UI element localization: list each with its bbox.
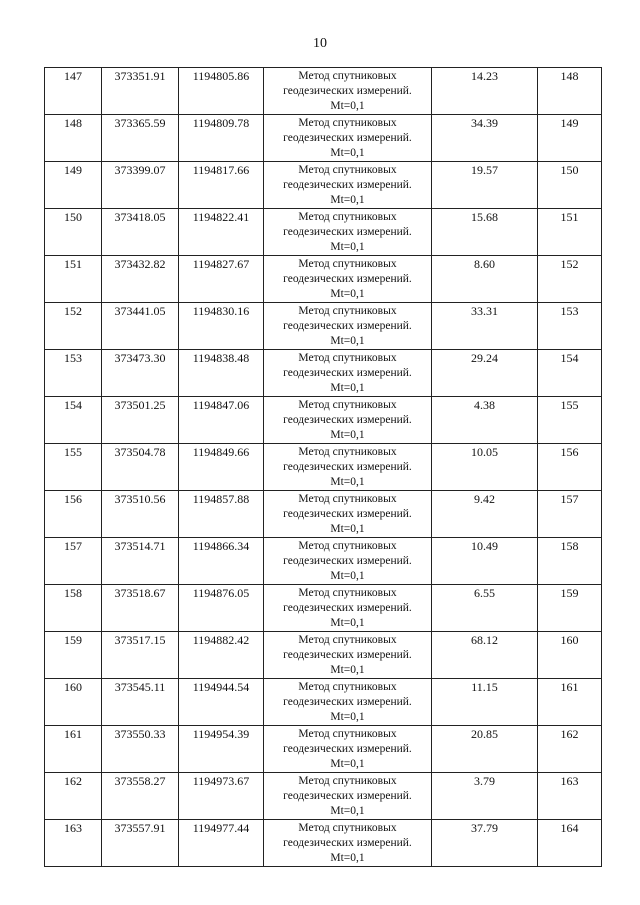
table-row [45, 538, 602, 585]
method-text-line: геодезических измерений. [283, 508, 412, 520]
method-text-line: Mt=0,1 [330, 429, 365, 441]
table-row [45, 820, 602, 867]
method-text-line: Метод спутниковых [298, 164, 397, 176]
next-point-cell: 160 [538, 632, 602, 679]
method-cell [264, 538, 432, 585]
method-text-line: геодезических измерений. [283, 555, 412, 567]
method-cell [264, 632, 432, 679]
method-text-line: Mt=0,1 [330, 335, 365, 347]
method-text-line: Метод спутниковых [298, 493, 397, 505]
next-point-cell: 151 [538, 209, 602, 256]
method-text-line: Метод спутниковых [298, 352, 397, 364]
method-cell [264, 68, 432, 115]
next-point-cell: 161 [538, 679, 602, 726]
table-row [45, 397, 602, 444]
y-coordinate-cell: 1194809.78 [179, 115, 264, 162]
coordinates-table [44, 67, 602, 867]
method-text-line: Метод спутниковых [298, 775, 397, 787]
next-point-cell: 159 [538, 585, 602, 632]
table-row [45, 115, 602, 162]
length-cell: 9.42 [432, 491, 538, 538]
method-text-line: Mt=0,1 [330, 711, 365, 723]
table-row [45, 444, 602, 491]
y-coordinate-cell: 1194977.44 [179, 820, 264, 867]
y-coordinate-cell: 1194817.66 [179, 162, 264, 209]
x-coordinate-cell: 373501.25 [102, 397, 179, 444]
method-text-line: геодезических измерений. [283, 320, 412, 332]
method-text-line: Метод спутниковых [298, 305, 397, 317]
method-text-line: Mt=0,1 [330, 382, 365, 394]
method-text-line: геодезических измерений. [283, 743, 412, 755]
point-number-cell: 155 [45, 444, 102, 491]
method-text-line: Mt=0,1 [330, 852, 365, 864]
y-coordinate-cell: 1194882.42 [179, 632, 264, 679]
next-point-cell: 153 [538, 303, 602, 350]
x-coordinate-cell: 373473.30 [102, 350, 179, 397]
method-text-line: Метод спутниковых [298, 634, 397, 646]
y-coordinate-cell: 1194857.88 [179, 491, 264, 538]
point-number-cell: 154 [45, 397, 102, 444]
length-cell: 34.39 [432, 115, 538, 162]
y-coordinate-cell: 1194876.05 [179, 585, 264, 632]
method-cell [264, 726, 432, 773]
method-text-line: Mt=0,1 [330, 147, 365, 159]
table-row [45, 726, 602, 773]
x-coordinate-cell: 373399.07 [102, 162, 179, 209]
table-row [45, 585, 602, 632]
method-text-line: геодезических измерений. [283, 602, 412, 614]
method-cell [264, 303, 432, 350]
y-coordinate-cell: 1194822.41 [179, 209, 264, 256]
y-coordinate-cell: 1194805.86 [179, 68, 264, 115]
method-text-line: геодезических измерений. [283, 132, 412, 144]
y-coordinate-cell: 1194866.34 [179, 538, 264, 585]
method-text-line: Mt=0,1 [330, 664, 365, 676]
length-cell: 10.05 [432, 444, 538, 491]
length-cell: 3.79 [432, 773, 538, 820]
method-cell [264, 162, 432, 209]
y-coordinate-cell: 1194827.67 [179, 256, 264, 303]
point-number-cell: 148 [45, 115, 102, 162]
method-text-line: Mt=0,1 [330, 288, 365, 300]
table-body [45, 68, 602, 867]
method-cell [264, 679, 432, 726]
next-point-cell: 152 [538, 256, 602, 303]
length-cell: 14.23 [432, 68, 538, 115]
point-number-cell: 163 [45, 820, 102, 867]
length-cell: 4.38 [432, 397, 538, 444]
x-coordinate-cell: 373545.11 [102, 679, 179, 726]
method-text-line: геодезических измерений. [283, 649, 412, 661]
length-cell: 20.85 [432, 726, 538, 773]
method-text-line: Mt=0,1 [330, 805, 365, 817]
point-number-cell: 149 [45, 162, 102, 209]
method-text-line: Mt=0,1 [330, 194, 365, 206]
method-text-line: геодезических измерений. [283, 790, 412, 802]
method-cell [264, 444, 432, 491]
method-text-line: Mt=0,1 [330, 241, 365, 253]
method-cell [264, 820, 432, 867]
next-point-cell: 154 [538, 350, 602, 397]
y-coordinate-cell: 1194838.48 [179, 350, 264, 397]
length-cell: 68.12 [432, 632, 538, 679]
method-text-line: Mt=0,1 [330, 617, 365, 629]
method-text-line: Метод спутниковых [298, 211, 397, 223]
point-number-cell: 151 [45, 256, 102, 303]
method-text-line: геодезических измерений. [283, 226, 412, 238]
method-cell [264, 773, 432, 820]
method-cell [264, 585, 432, 632]
length-cell: 33.31 [432, 303, 538, 350]
point-number-cell: 152 [45, 303, 102, 350]
method-text-line: Mt=0,1 [330, 523, 365, 535]
x-coordinate-cell: 373558.27 [102, 773, 179, 820]
point-number-cell: 162 [45, 773, 102, 820]
next-point-cell: 156 [538, 444, 602, 491]
y-coordinate-cell: 1194954.39 [179, 726, 264, 773]
next-point-cell: 149 [538, 115, 602, 162]
table-row [45, 162, 602, 209]
length-cell: 8.60 [432, 256, 538, 303]
next-point-cell: 162 [538, 726, 602, 773]
next-point-cell: 150 [538, 162, 602, 209]
length-cell: 29.24 [432, 350, 538, 397]
x-coordinate-cell: 373550.33 [102, 726, 179, 773]
method-text-line: геодезических измерений. [283, 696, 412, 708]
x-coordinate-cell: 373514.71 [102, 538, 179, 585]
point-number-cell: 150 [45, 209, 102, 256]
method-text-line: геодезических измерений. [283, 179, 412, 191]
point-number-cell: 159 [45, 632, 102, 679]
method-cell [264, 350, 432, 397]
table-row [45, 679, 602, 726]
method-text-line: Mt=0,1 [330, 758, 365, 770]
point-number-cell: 153 [45, 350, 102, 397]
length-cell: 37.79 [432, 820, 538, 867]
next-point-cell: 157 [538, 491, 602, 538]
point-number-cell: 158 [45, 585, 102, 632]
method-text-line: геодезических измерений. [283, 461, 412, 473]
method-text-line: геодезических измерений. [283, 837, 412, 849]
method-text-line: Метод спутниковых [298, 822, 397, 834]
x-coordinate-cell: 373432.82 [102, 256, 179, 303]
length-cell: 6.55 [432, 585, 538, 632]
x-coordinate-cell: 373365.59 [102, 115, 179, 162]
table-row [45, 491, 602, 538]
next-point-cell: 163 [538, 773, 602, 820]
method-text-line: геодезических измерений. [283, 85, 412, 97]
point-number-cell: 147 [45, 68, 102, 115]
method-cell [264, 209, 432, 256]
method-cell [264, 115, 432, 162]
table-row [45, 209, 602, 256]
method-text-line: геодезических измерений. [283, 414, 412, 426]
length-cell: 11.15 [432, 679, 538, 726]
y-coordinate-cell: 1194944.54 [179, 679, 264, 726]
method-text-line: Метод спутниковых [298, 258, 397, 270]
x-coordinate-cell: 373557.91 [102, 820, 179, 867]
y-coordinate-cell: 1194973.67 [179, 773, 264, 820]
method-cell [264, 256, 432, 303]
table-row [45, 256, 602, 303]
next-point-cell: 155 [538, 397, 602, 444]
method-text-line: геодезических измерений. [283, 367, 412, 379]
table-row [45, 632, 602, 679]
table-row [45, 68, 602, 115]
next-point-cell: 158 [538, 538, 602, 585]
x-coordinate-cell: 373351.91 [102, 68, 179, 115]
point-number-cell: 161 [45, 726, 102, 773]
method-cell [264, 491, 432, 538]
x-coordinate-cell: 373504.78 [102, 444, 179, 491]
method-text-line: Метод спутниковых [298, 446, 397, 458]
x-coordinate-cell: 373518.67 [102, 585, 179, 632]
next-point-cell: 148 [538, 68, 602, 115]
method-text-line: Метод спутниковых [298, 728, 397, 740]
point-number-cell: 157 [45, 538, 102, 585]
x-coordinate-cell: 373510.56 [102, 491, 179, 538]
method-text-line: Mt=0,1 [330, 570, 365, 582]
table-row [45, 303, 602, 350]
y-coordinate-cell: 1194830.16 [179, 303, 264, 350]
table-row [45, 350, 602, 397]
method-text-line: Mt=0,1 [330, 476, 365, 488]
x-coordinate-cell: 373418.05 [102, 209, 179, 256]
method-text-line: геодезических измерений. [283, 273, 412, 285]
method-cell [264, 397, 432, 444]
method-text-line: Метод спутниковых [298, 681, 397, 693]
method-text-line: Метод спутниковых [298, 587, 397, 599]
length-cell: 19.57 [432, 162, 538, 209]
y-coordinate-cell: 1194849.66 [179, 444, 264, 491]
length-cell: 10.49 [432, 538, 538, 585]
method-text-line: Метод спутниковых [298, 540, 397, 552]
x-coordinate-cell: 373441.05 [102, 303, 179, 350]
method-text-line: Mt=0,1 [330, 100, 365, 112]
method-text-line: Метод спутниковых [298, 399, 397, 411]
x-coordinate-cell: 373517.15 [102, 632, 179, 679]
length-cell: 15.68 [432, 209, 538, 256]
method-text-line: Метод спутниковых [298, 70, 397, 82]
next-point-cell: 164 [538, 820, 602, 867]
y-coordinate-cell: 1194847.06 [179, 397, 264, 444]
point-number-cell: 156 [45, 491, 102, 538]
table-row [45, 773, 602, 820]
point-number-cell: 160 [45, 679, 102, 726]
page-number: 10 [313, 36, 327, 51]
method-text-line: Метод спутниковых [298, 117, 397, 129]
